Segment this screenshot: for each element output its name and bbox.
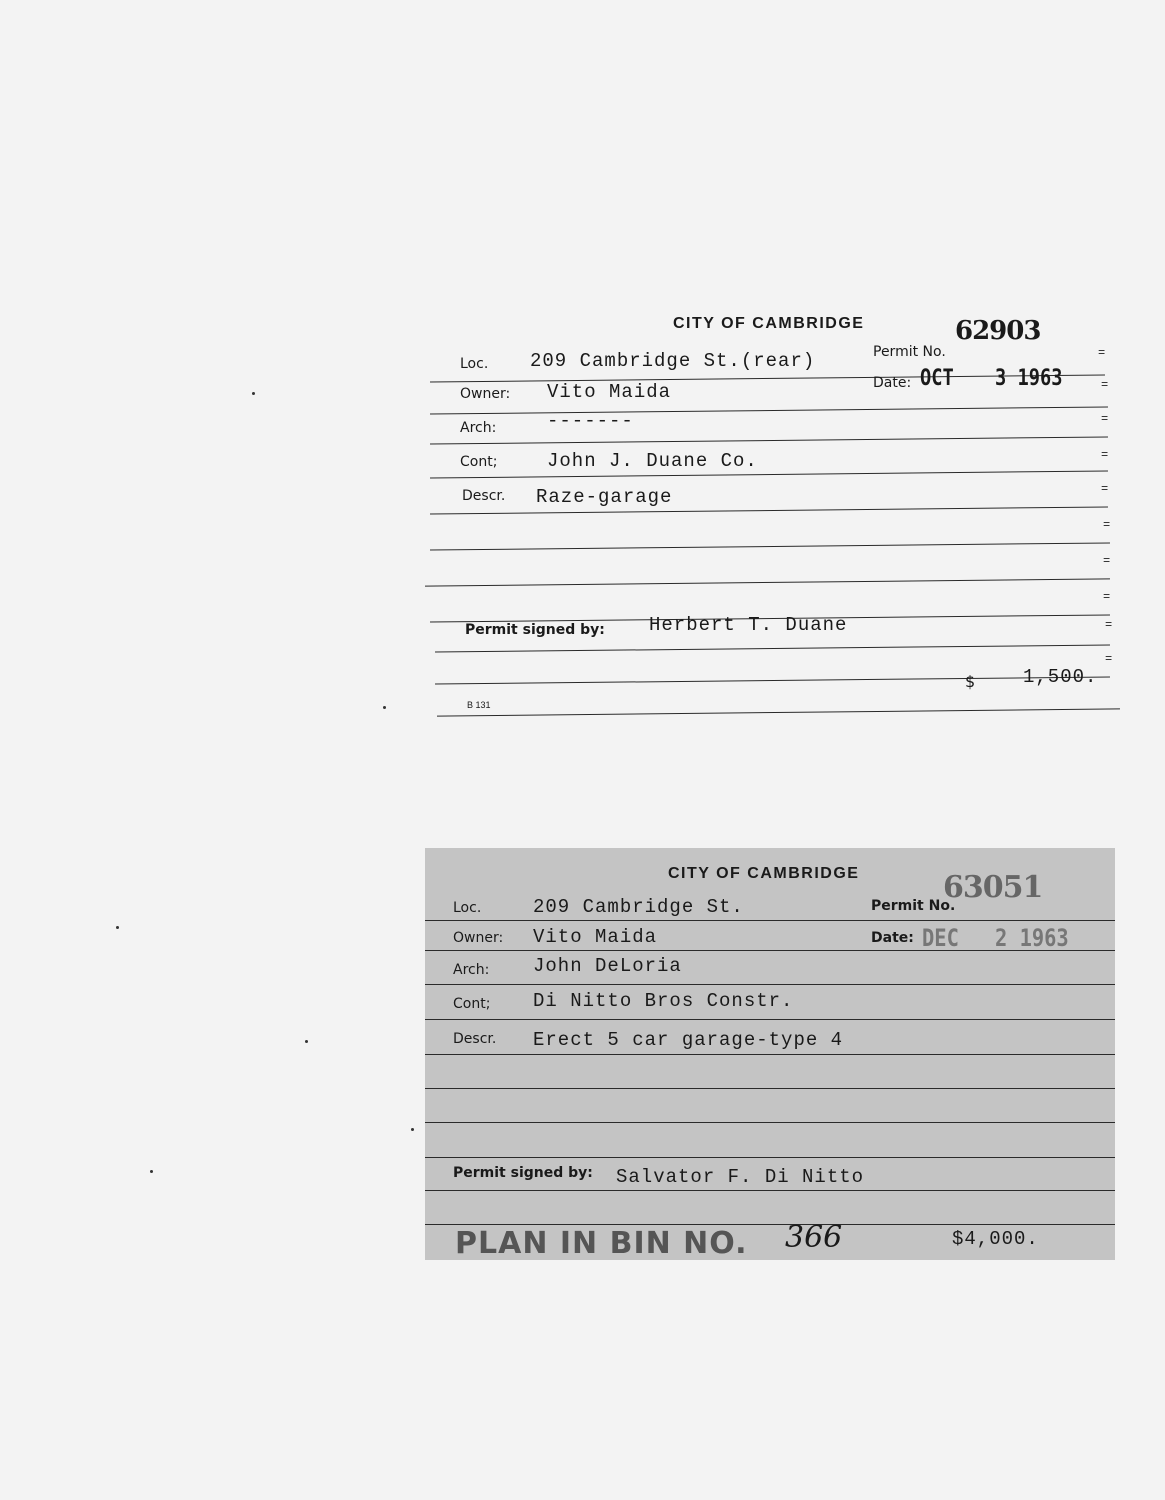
- date-label: Date:: [873, 375, 912, 391]
- row-rule: [430, 406, 1108, 414]
- arch-value: -------: [547, 410, 634, 432]
- cont-label: Cont;: [453, 996, 491, 1012]
- loc-value: 209 Cambridge St.: [533, 896, 744, 918]
- descr-value: Raze-garage: [536, 486, 673, 508]
- signed-by-label: Permit signed by:: [453, 1165, 593, 1181]
- row-rule: [435, 676, 1110, 684]
- card-title: CITY OF CAMBRIDGE: [668, 865, 860, 882]
- cont-value: John J. Duane Co.: [547, 450, 758, 472]
- permit-no-label: Permit No.: [873, 344, 946, 360]
- row-rule: [425, 1157, 1115, 1158]
- row-rule: [430, 436, 1108, 444]
- paper-speck: [305, 1040, 308, 1043]
- paper-speck: [116, 926, 119, 929]
- arch-label: Arch:: [460, 420, 497, 436]
- row-rule: [425, 1054, 1115, 1055]
- paper-speck: [411, 1128, 414, 1131]
- margin-tick: =: [1103, 518, 1111, 532]
- date-label: Date:: [871, 930, 914, 946]
- margin-tick: =: [1101, 378, 1109, 392]
- plan-bin-number: 366: [785, 1220, 843, 1255]
- permit-no-label: Permit No.: [871, 898, 956, 914]
- signed-by-value: Salvator F. Di Nitto: [616, 1166, 865, 1188]
- date-day-year-stamp: 2 1963: [995, 924, 1069, 952]
- descr-label: Descr.: [462, 488, 506, 504]
- row-rule: [430, 470, 1108, 478]
- date-month-stamp: DEC: [922, 924, 959, 952]
- cont-value: Di Nitto Bros Constr.: [533, 990, 794, 1012]
- margin-tick: =: [1103, 554, 1111, 568]
- permit-card-bottom: [425, 848, 1115, 1260]
- form-code: B 131: [467, 700, 491, 710]
- margin-tick: =: [1103, 590, 1111, 604]
- margin-tick: =: [1098, 346, 1106, 360]
- descr-label: Descr.: [453, 1031, 497, 1047]
- loc-value: 209 Cambridge St.(rear): [530, 350, 816, 372]
- margin-tick: =: [1105, 618, 1113, 632]
- row-rule: [425, 1122, 1115, 1123]
- row-rule: [425, 1190, 1115, 1191]
- row-rule: [430, 506, 1108, 514]
- row-rule: [425, 1224, 1115, 1225]
- owner-value: Vito Maida: [533, 926, 658, 948]
- owner-value: Vito Maida: [547, 381, 672, 403]
- row-rule: [425, 578, 1110, 586]
- row-rule: [435, 644, 1110, 652]
- plan-in-bin-stamp: PLAN IN BIN NO.: [455, 1226, 748, 1261]
- cont-label: Cont;: [460, 454, 498, 470]
- row-rule: [425, 984, 1115, 985]
- paper-speck: [383, 706, 386, 709]
- row-rule: [425, 950, 1115, 951]
- loc-label: Loc.: [460, 356, 489, 372]
- paper-speck: [150, 1170, 153, 1173]
- amount-value: $4,000.: [952, 1228, 1039, 1250]
- dollar-sign: $: [965, 672, 976, 691]
- amount-value: 1,500.: [1023, 666, 1098, 688]
- descr-value: Erect 5 car garage-type 4: [533, 1029, 844, 1051]
- row-rule: [430, 542, 1110, 550]
- margin-tick: =: [1105, 652, 1113, 666]
- margin-tick: =: [1101, 448, 1109, 462]
- row-rule: [437, 708, 1120, 716]
- card-title: CITY OF CAMBRIDGE: [673, 315, 865, 332]
- row-rule: [425, 1088, 1115, 1089]
- row-rule: [425, 920, 1115, 921]
- owner-label: Owner:: [453, 930, 504, 946]
- row-rule: [425, 1019, 1115, 1020]
- margin-tick: =: [1101, 412, 1109, 426]
- margin-tick: =: [1101, 482, 1109, 496]
- permit-number: 63051: [943, 870, 1043, 905]
- permit-number: 62903: [955, 316, 1041, 346]
- arch-label: Arch:: [453, 962, 490, 978]
- date-month-stamp: OCT: [920, 366, 954, 391]
- loc-label: Loc.: [453, 900, 482, 916]
- signed-by-label: Permit signed by:: [465, 622, 605, 638]
- owner-label: Owner:: [460, 386, 511, 402]
- permit-card-top: [425, 300, 1125, 730]
- arch-value: John DeLoria: [533, 955, 682, 977]
- paper-speck: [252, 392, 255, 395]
- date-day-year-stamp: 3 1963: [995, 366, 1063, 391]
- signed-by-value: Herbert T. Duane: [649, 614, 848, 636]
